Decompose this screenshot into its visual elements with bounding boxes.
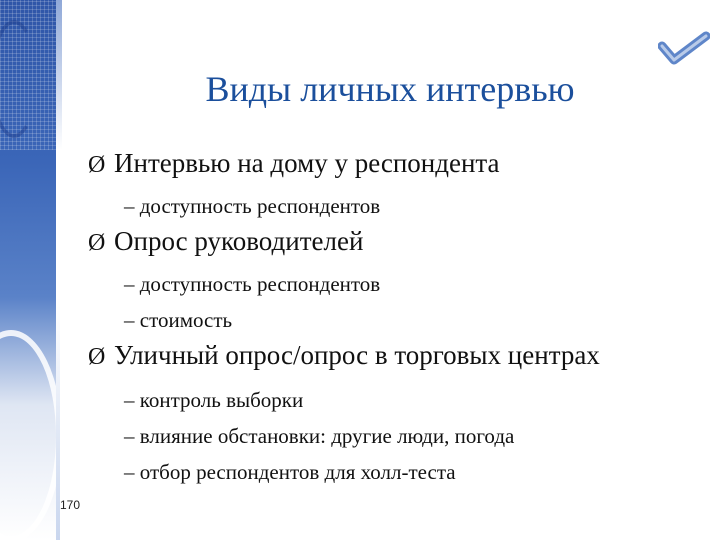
sub-item: – доступность респондентов bbox=[124, 272, 381, 296]
bullet-item-street-survey bbox=[88, 340, 600, 371]
checkmark-icon bbox=[658, 30, 710, 70]
band-swirl-bottom bbox=[0, 330, 56, 540]
arrow-bullet-icon: Ø bbox=[88, 230, 106, 256]
bullet-item-managers-survey bbox=[88, 226, 363, 257]
decorative-side-band bbox=[0, 0, 56, 540]
arrow-bullet-icon: Ø bbox=[88, 344, 106, 370]
bullet-label: Уличный опрос/опрос в торговых центрах bbox=[114, 340, 600, 370]
sub-item: – доступность респондентов bbox=[124, 194, 381, 218]
bullet-label: Интервью на дому у респондента bbox=[114, 148, 500, 178]
lower-accent-line bbox=[56, 0, 60, 540]
sub-item: – отбор респондентов для холл-теста bbox=[124, 460, 456, 484]
slide-title: Виды личных интервью bbox=[205, 69, 575, 109]
sub-item: – контроль выборки bbox=[124, 388, 304, 412]
arrow-bullet-icon: Ø bbox=[88, 152, 106, 178]
bullet-item-home-interview bbox=[88, 148, 500, 179]
sub-item: – влияние обстановки: другие люди, погода bbox=[124, 424, 515, 448]
sub-item: – стоимость bbox=[124, 308, 233, 332]
page-number: 170 bbox=[60, 498, 81, 512]
bullet-label: Опрос руководителей bbox=[114, 226, 364, 256]
